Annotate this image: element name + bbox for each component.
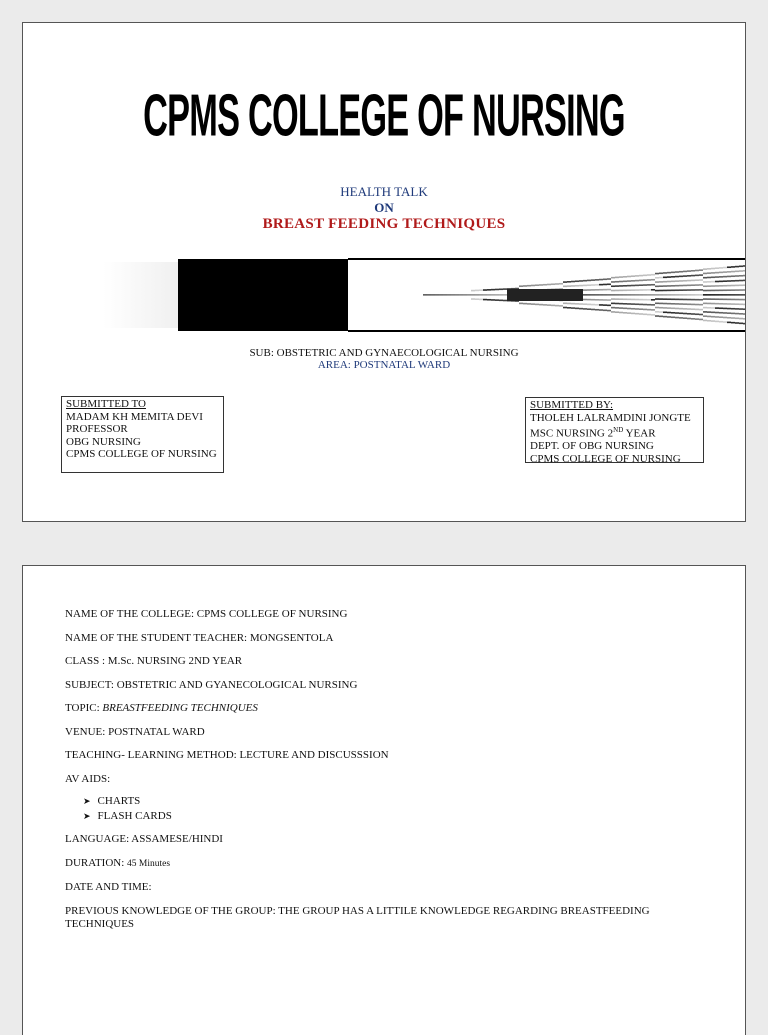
cover-page bbox=[22, 22, 746, 522]
submitted-to-heading: SUBMITTED TO bbox=[66, 398, 146, 410]
college-title: CPMS COLLEGE OF NURSING bbox=[143, 83, 625, 150]
submitted-by-heading: SUBMITTED BY: bbox=[530, 399, 614, 411]
on-label: ON bbox=[374, 200, 394, 215]
lesson-plan-info bbox=[65, 608, 705, 941]
venue-row: VENUE: POSTNATAL WARD bbox=[65, 725, 205, 738]
course-prefix: MSC NURSING 2 bbox=[530, 427, 614, 440]
submitted-by-course bbox=[530, 424, 699, 440]
language-row: LANGUAGE: ASSAMESE/HINDI bbox=[65, 833, 223, 845]
submitted-to-name: MADAM KH MEMITA DEVI bbox=[66, 410, 203, 423]
duration-row bbox=[65, 857, 705, 871]
av-aids-list bbox=[83, 794, 705, 824]
health-talk-label: HEALTH TALK bbox=[340, 184, 428, 199]
method-row: TEACHING- LEARNING METHOD: LECTURE AND DISCUSSSION bbox=[65, 749, 389, 761]
submitted-by-name: THOLEH LALRAMDINI JONGTE bbox=[530, 411, 691, 424]
submitted-by-box bbox=[525, 397, 704, 463]
submitted-to-box bbox=[61, 396, 224, 473]
submitted-to-dept: OBG NURSING bbox=[66, 435, 141, 448]
av-aids-row: AV AIDS: bbox=[65, 772, 111, 785]
submitted-by-dept: DEPT. OF OBG NURSING bbox=[530, 440, 654, 453]
class-row: CLASS : M.Sc. NURSING 2ND YEAR bbox=[65, 655, 243, 667]
subject-line: SUB: OBSTETRIC AND GYNAECOLOGICAL NURSING bbox=[249, 347, 519, 359]
submitted-by-college: CPMS COLLEGE OF NURSING bbox=[530, 452, 681, 465]
list-item: ➤ CHARTS bbox=[83, 794, 705, 809]
list-item: ➤ FLASH CARDS bbox=[83, 809, 705, 824]
course-sup: ND bbox=[613, 426, 624, 434]
topic-value: BREASTFEEDING TECHNIQUES bbox=[102, 702, 258, 714]
decorative-banner bbox=[23, 257, 746, 333]
subject-row: SUBJECT: OBSTETRIC AND GYANECOLOGICAL NURSING bbox=[65, 678, 358, 691]
topic-row bbox=[65, 702, 705, 715]
college-row: NAME OF THE COLLEGE: CPMS COLLEGE OF NURSING bbox=[65, 608, 348, 620]
duration-value: 45 Minutes bbox=[127, 858, 171, 869]
lesson-plan-page bbox=[22, 565, 746, 1035]
submitted-to-title: PROFESSOR bbox=[66, 423, 128, 435]
submitted-to-college: CPMS COLLEGE OF NURSING bbox=[66, 448, 217, 460]
student-teacher-row: NAME OF THE STUDENT TEACHER: MONGSENTOLA bbox=[65, 631, 334, 644]
previous-knowledge-row: PREVIOUS KNOWLEDGE OF THE GROUP: THE GROUP HAS A LITTILE KNOWLEDGE REGARDING BREASTFEEDING TECHNIQUES bbox=[65, 904, 650, 930]
area-line: AREA: POSTNATAL WARD bbox=[317, 359, 451, 371]
course-suffix: YEAR bbox=[623, 427, 656, 440]
date-time-row: DATE AND TIME: bbox=[65, 881, 152, 893]
duration-label: DURATION: bbox=[65, 856, 128, 869]
topic-title: BREAST FEEDING TECHNIQUES bbox=[262, 216, 506, 232]
topic-label: TOPIC: bbox=[65, 702, 103, 714]
